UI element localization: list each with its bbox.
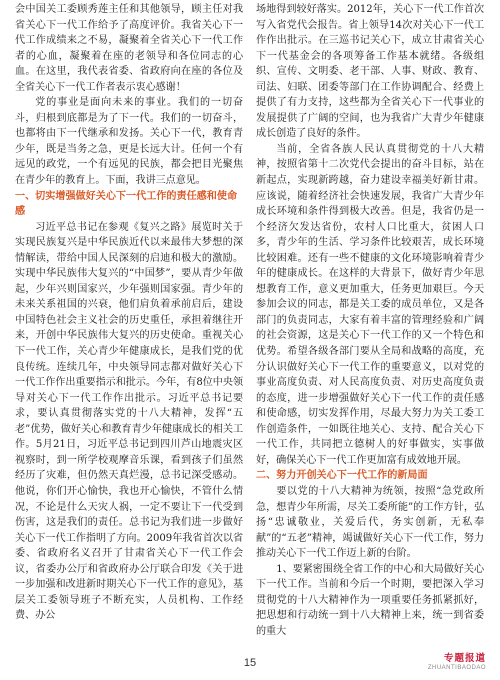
page-number: 15 (243, 657, 257, 669)
paragraph: 场地得到较好落实。2012年，关心下一代工作首次写入省党代会报告。省上领导14次对关心下一代工作作出批示。在三巡书记关心下，成立甘肃省关心下一代基金会的各项筹备工作基本就绪。各级组织、宣传、文明委、老干部、人事、财政、教育、司法、妇联、团委等部门在工作协调配合、经费上提供了有力支持，这些都为全省关心下一代事业的发展提供了广阔的空间，也为我省广大青少年健康成长创造了良好的条件。 (256, 4, 484, 140)
section-logo (428, 653, 486, 672)
section-heading: 一、切实增强做好关心下一代工作的责任感和使命感 (15, 190, 238, 218)
article-column-left (15, 2, 243, 624)
paragraph: 要以党的十八大精神为统领，按照“急党政所急，想青少年所需，尽关工委所能”的工作方针，弘扬“忠诚敬业，关爱后代，务实创新，无私奉献”的“五老”精神，竭诚做好关心下一代工作，努力推动关心下一代工作迈上新的台阶。 (256, 485, 484, 560)
section-logo-subtitle: ZHUANTIBAODAO (427, 665, 486, 671)
article-column-right (256, 2, 484, 639)
section-heading: 二、努力开创关心下一代工作的新局面 (256, 470, 428, 482)
paragraph: 1、要紧密围绕全省工作的中心和大局做好关心下一代工作。当前和今后一个时期，要把深入学习贯彻党的十八大精神作为一项重要任务抓紧抓好，把思想和行动统一到十八大精神上来，统一到省委的重大 (256, 563, 484, 637)
paragraph: 党的事业是面向未来的事业。我们的一切奋斗，归根到底都是为了下一代。我们的一切奋斗，也都将由下一代继承和发扬。关心下一代，教育青少年，既是当务之急，更是长远大计。任何一个有远见的政党，一个有远见的民族，都会把目光聚焦在青少年的教育上。下面，我讲三点意见。 (15, 97, 243, 187)
paragraph: 习近平总书记在参观《复兴之路》展览时关于实现民族复兴是中华民族近代以来最伟大梦想的深情解读，带给中国人民深刻的启迪和极大的激励。实现中华民族伟大复兴的“中国梦”，要从青少年做起，少年兴则国家兴，少年强则国家强。青少年的未来关系祖国的兴衰，他们肩负着承前启后，建设中国特色社会主义社会的历史重任，承担着继往开来，开创中华民族伟大复兴的历史使命。重视关心下一代工作，关心青少年健康成长，是我们党的优良传统。连续几年，中央领导同志都对做好关心下一代工作作出重要指示和批示。今年，有8位中央领导对关心下一代工作作出批示。习近平总书记要求，要认真贯彻落实党的十八大精神，发挥“五老”优势，做好关心和教育青少年健康成长的相关工作。5月21日，习近平总书记到四川芦山地震灾区视察时，到一所学校观摩音乐课，看到孩子们虽然经历了灾难，但仍然天真烂漫，总书记深受感动。他说，你们开心愉快，我也开心愉快，不管什么情况，不论是什么天灾人祸，一定不要让下一代受到伤害，这是我们的责任。总书记为我们进一步做好关心下一代工作指明了方向。2009年我省首次以省委、省政府名义召开了甘肃省关心下一代工作会议，省委办公厅和省政府办公厅联合印发《关于进一步加强和改进新时期关心下一代工作的意见》，基层关工委领导班子不断充实，人员机构、工作经费、办公 (15, 221, 243, 622)
paragraph: 会中国关工委顾秀莲主任和其他领导，顾主任对我省关心下一代工作给予了高度评价。我省关心下一代工作成绩来之不易，凝聚着全省关心下一代工作者的心血，凝聚着在座的老领导和各位同志的心血。在这里，我代表省委、省政府向在座的各位及全省关心下一代工作者表示衷心感谢！ (15, 4, 243, 93)
paragraph: 当前，全省各族人民认真贯彻党的十八大精神，按照省第十二次党代会提出的奋斗目标，站在新起点，实现新跨越，奋力建设幸福美好新甘肃。应该说，随着经济社会快速发展，我省广大青少年成长环境和条件得到极大改善。但是，我省仍是一个经济欠发达省份，农村人口比重大，贫困人口多，青少年的生活、学习条件比较艰苦，成长环境比较困难。还有一些不健康的文化环境影响着青少年的健康成长。在这样的大背景下，做好青少年思想教育工作，意义更加重大，任务更加艰巨。今天参加会议的同志，都是关工委的成员单位，又是各部门的负责同志，大家有着丰富的管理经验和广阔的社会资源，这是关心下一代工作的又一个特色和优势。希望各级各部门要从全局和战略的高度，充分认识做好关心下一代工作的重要意义，以对党的事业高度负责、对人民高度负责、对历史高度负责的态度，进一步增强做好关心下一代工作的责任感和使命感，切实发挥作用，尽最大努力为关工委工作创造条件，一如既往地关心、支持、配合关心下一代工作，共同把立德树人的好事做实，实事做好，确保关心下一代工作更加富有成效地开展。 (256, 143, 484, 466)
section-logo-title: 专题报道 (443, 653, 486, 664)
